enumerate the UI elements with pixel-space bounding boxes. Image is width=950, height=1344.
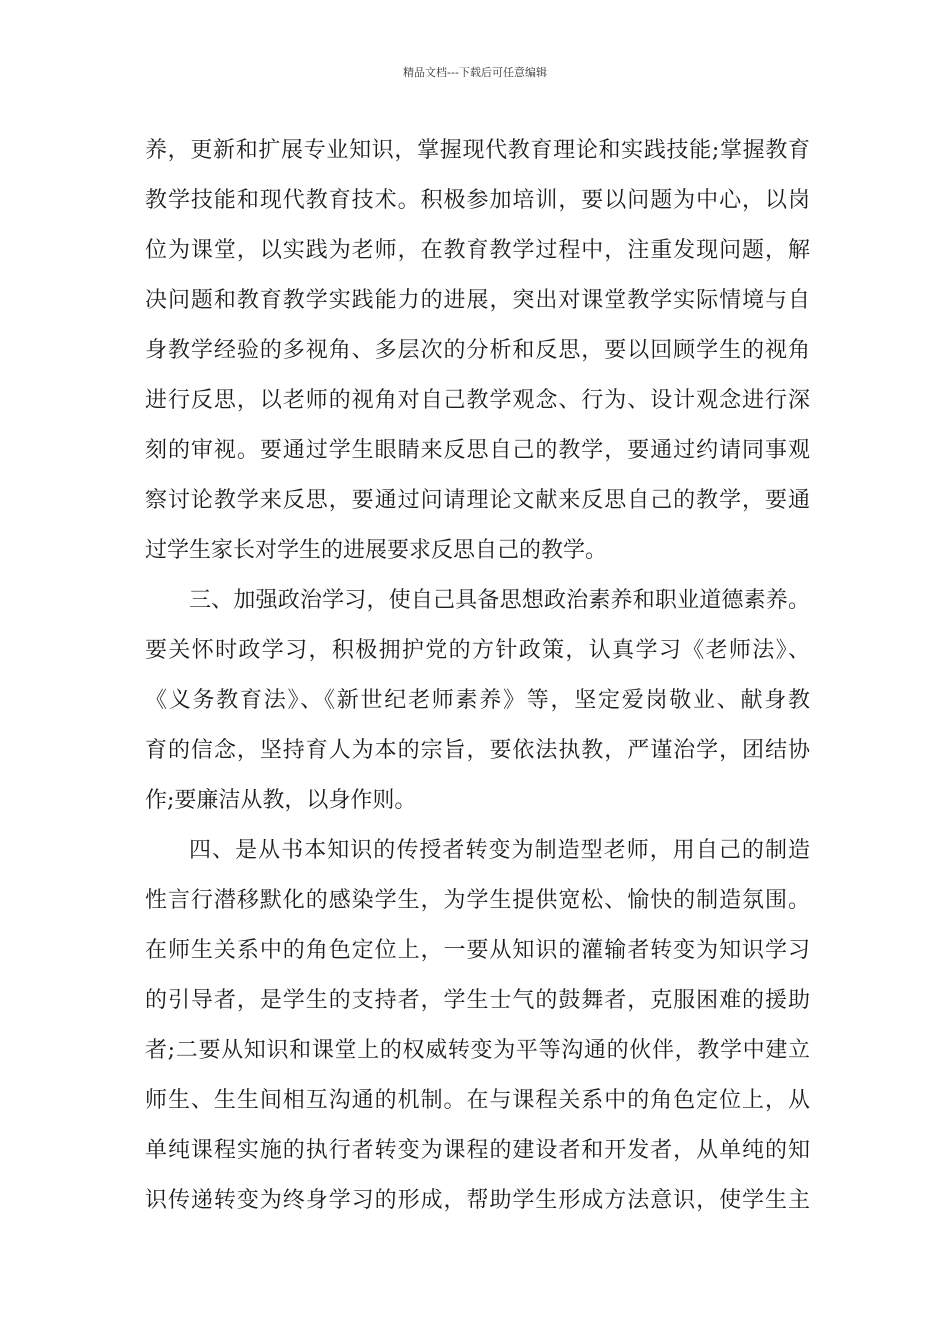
text-line: 进行反思，以老师的视角对自己教学观念、行为、设计观念进行深 [145,388,810,413]
text-line: 性言行潜移默化的感染学生，为学生提供宽松、愉快的制造氛围。 [145,888,810,913]
paragraph-start-line: 三、加强政治学习，使自己具备思想政治素养和职业道德素养。 [189,588,810,613]
text-line: 者;二要从知识和课堂上的权威转变为平等沟通的伙伴，教学中建立 [145,1038,810,1063]
text-line: 要关怀时政学习，积极拥护党的方针政策，认真学习《老师法》、 [145,638,810,663]
paragraph-start-line: 四、是从书本知识的传授者转变为制造型老师，用自己的制造 [189,838,810,863]
text-line: 察讨论教学来反思，要通过问请理论文献来反思自己的教学，要通 [145,488,810,513]
text-line: 作;要廉洁从教，以身作则。 [145,788,417,813]
text-line: 单纯课程实施的执行者转变为课程的建设者和开发者，从单纯的知 [145,1138,810,1163]
page-header: 精品文档---下载后可任意编辑 [403,66,547,79]
text-line: 《义务教育法》、《新世纪老师素养》等，坚定爱岗敬业、献身教 [145,688,810,713]
text-line: 过学生家长对学生的进展要求反思自己的教学。 [145,538,608,563]
text-line: 教学技能和现代教育技术。积极参加培训，要以问题为中心，以岗 [145,188,810,213]
text-line: 养，更新和扩展专业知识，掌握现代教育理论和实践技能;掌握教育 [145,138,810,163]
text-line: 位为课堂，以实践为老师，在教育教学过程中，注重发现问题，解 [145,238,810,263]
text-line: 师生、生生间相互沟通的机制。在与课程关系中的角色定位上，从 [145,1088,810,1113]
text-line: 的引导者，是学生的支持者，学生士气的鼓舞者，克服困难的援助 [145,988,810,1013]
text-line: 身教学经验的多视角、多层次的分析和反思，要以回顾学生的视角 [145,338,810,363]
text-line: 刻的审视。要通过学生眼睛来反思自己的教学，要通过约请同事观 [145,438,810,463]
text-line: 识传递转变为终身学习的形成，帮助学生形成方法意识，使学生主 [145,1188,810,1213]
text-line: 育的信念，坚持育人为本的宗旨，要依法执教，严谨治学，团结协 [145,738,810,763]
text-line: 决问题和教育教学实践能力的进展，突出对课堂教学实际情境与自 [145,288,810,313]
text-line: 在师生关系中的角色定位上，一要从知识的灌输者转变为知识学习 [145,938,810,963]
